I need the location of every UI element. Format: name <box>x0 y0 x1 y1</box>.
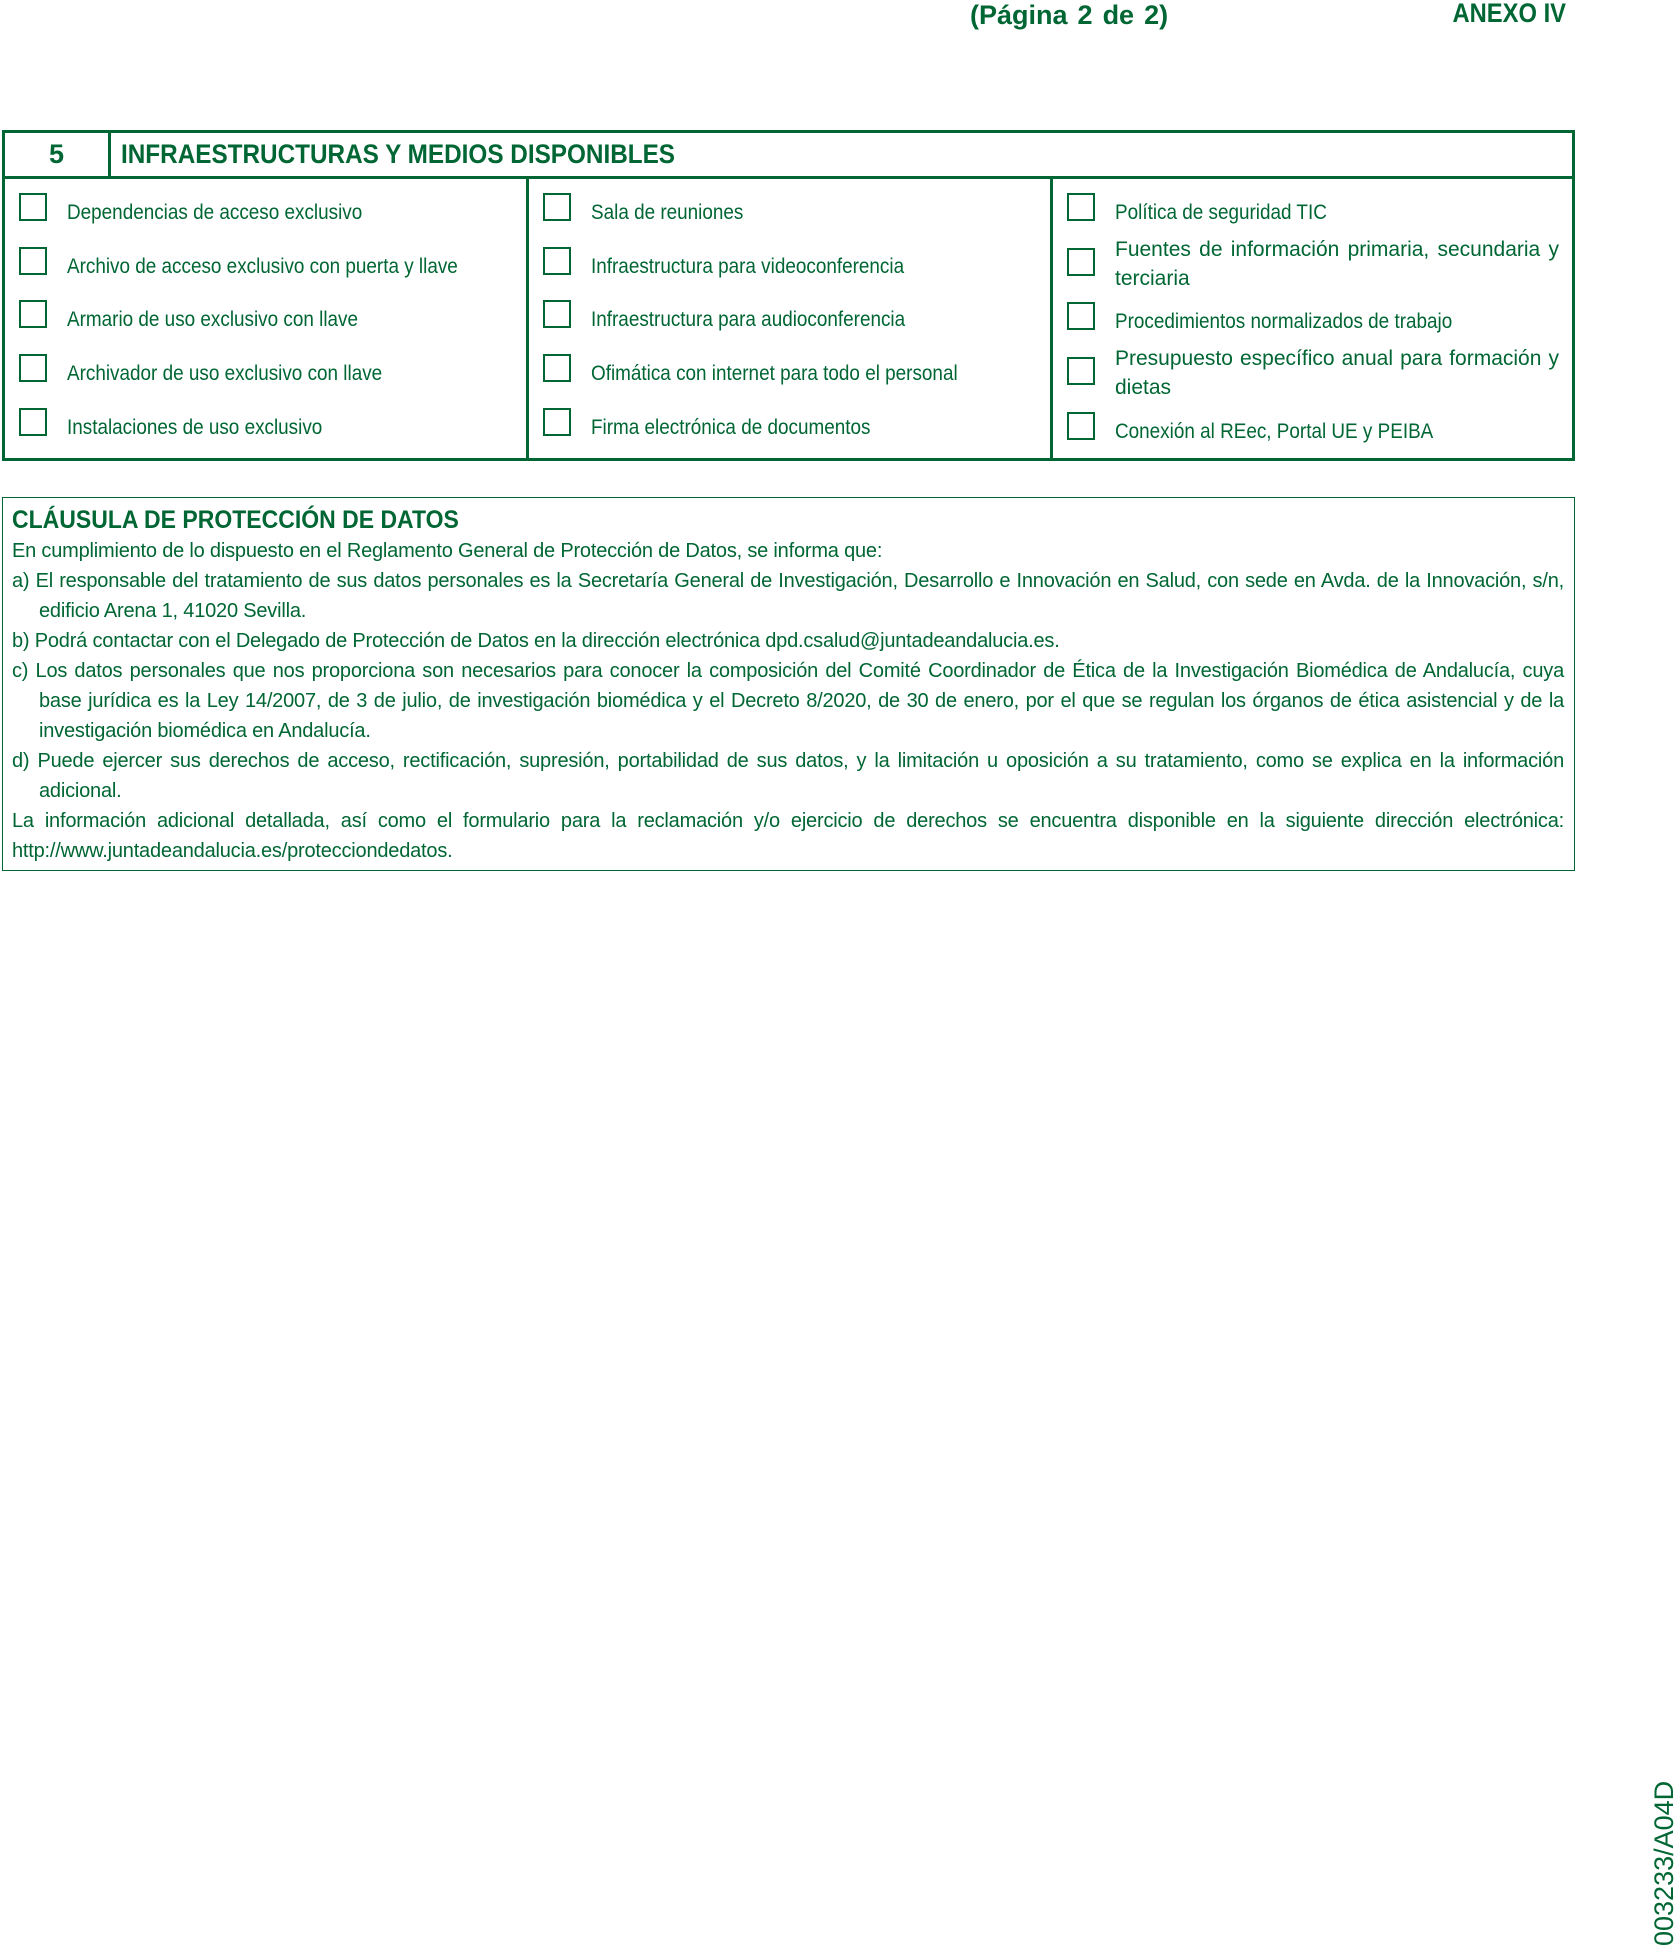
checkbox[interactable] <box>543 247 571 275</box>
checkbox-label: Infraestructura para audioconferencia <box>591 308 906 331</box>
section-header <box>5 133 1572 179</box>
checkbox-label: Fuentes de información primaria, secundaria y terciaria <box>1115 238 1559 290</box>
checkbox[interactable] <box>1067 248 1095 276</box>
checkbox-label: Procedimientos normalizados de trabajo <box>1115 310 1453 333</box>
checkbox-label: Archivador de uso exclusivo con llave <box>67 362 383 385</box>
checkbox-label: Instalaciones de uso exclusivo <box>67 416 323 439</box>
checkbox[interactable] <box>19 193 47 221</box>
checkbox[interactable] <box>543 354 571 382</box>
checkbox-label: Archivo de acceso exclusivo con puerta y llave <box>67 255 458 278</box>
checkbox[interactable] <box>19 354 47 382</box>
data-protection-item-d: d) Puede ejercer sus derechos de acceso, rectificación, supresión, portabilidad de sus datos, y la limitación u oposición a su tratamiento, como se explica en la información adicional. <box>12 750 1564 802</box>
checkbox-label: Conexión al REec, Portal UE y PEIBA <box>1115 420 1434 443</box>
page-total: 2) <box>1144 0 1169 30</box>
checkbox-label: Armario de uso exclusivo con llave <box>67 308 358 331</box>
checkbox[interactable] <box>19 247 47 275</box>
checkbox-label: Firma electrónica de documentos <box>591 416 871 439</box>
data-protection-item-c: c) Los datos personales que nos proporciona son necesarios para conocer la composición del Comité Coordinador de Ética de la Investigación Biomédica de Andalucía, cuya base jurídica es la Ley 14/2007, de 3 de julio, de investigación biomédica y el Decreto 8/2020, de 30 de enero, por el que se regulan los órganos de ética asistencial y de la investigación biomédica en Andalucía. <box>12 660 1564 742</box>
checkbox-label: Política de seguridad TIC <box>1115 201 1327 224</box>
checkbox-column-3 <box>1053 179 1572 458</box>
checkbox[interactable] <box>543 408 571 436</box>
checkbox-column-1 <box>5 179 529 458</box>
page-number: 2 <box>1077 0 1093 30</box>
checkbox-label: Ofimática con internet para todo el personal <box>591 362 958 385</box>
checkbox[interactable] <box>1067 302 1095 330</box>
page-indicator-de: de <box>1102 0 1135 30</box>
checkbox-label: Sala de reuniones <box>591 201 744 224</box>
data-protection-item-a: a) El responsable del tratamiento de sus datos personales es la Secretaría General de Investigación, Desarrollo e Innovación en Salud, con sede en Avda. de la Innovación, s/n, edificio Arena 1, 41020 Sevilla. <box>12 570 1564 622</box>
checkbox[interactable] <box>19 300 47 328</box>
checkbox[interactable] <box>1067 193 1095 221</box>
checkbox[interactable] <box>543 193 571 221</box>
data-protection-clause <box>2 497 1575 871</box>
data-protection-intro: En cumplimiento de lo dispuesto en el Reglamento General de Protección de Datos, se informa que: <box>12 540 883 562</box>
page-indicator <box>970 0 1168 31</box>
page-indicator-open: (Página <box>970 0 1068 30</box>
checkbox-label: Dependencias de acceso exclusivo <box>67 201 363 224</box>
annex-label: ANEXO IV <box>1452 0 1566 28</box>
data-protection-closing: La información adicional detallada, así como el formulario para la reclamación y/o ejercicio de derechos se encuentra disponible en la siguiente dirección electrónica: http://www.juntadeandalucia.es/protecciondedatos. <box>12 810 1564 862</box>
checkbox-label: Presupuesto específico anual para formación y dietas <box>1115 347 1559 399</box>
checkbox-label: Infraestructura para videoconferencia <box>591 255 905 278</box>
data-protection-title: CLÁUSULA DE PROTECCIÓN DE DATOS <box>12 506 459 534</box>
checkbox[interactable] <box>543 300 571 328</box>
checkbox[interactable] <box>1067 357 1095 385</box>
form-code: 003233/A04D <box>1649 1780 1679 1946</box>
section-title: INFRAESTRUCTURAS Y MEDIOS DISPONIBLES <box>121 139 676 169</box>
section-infrastructure <box>2 130 1575 461</box>
checkbox[interactable] <box>1067 412 1095 440</box>
checkbox[interactable] <box>19 408 47 436</box>
checkbox-column-2 <box>529 179 1053 458</box>
data-protection-item-b: b) Podrá contactar con el Delegado de Protección de Datos en la dirección electrónica dpd.csalud@juntadeandalucia.es. <box>12 630 1060 652</box>
section-number: 5 <box>5 133 111 176</box>
